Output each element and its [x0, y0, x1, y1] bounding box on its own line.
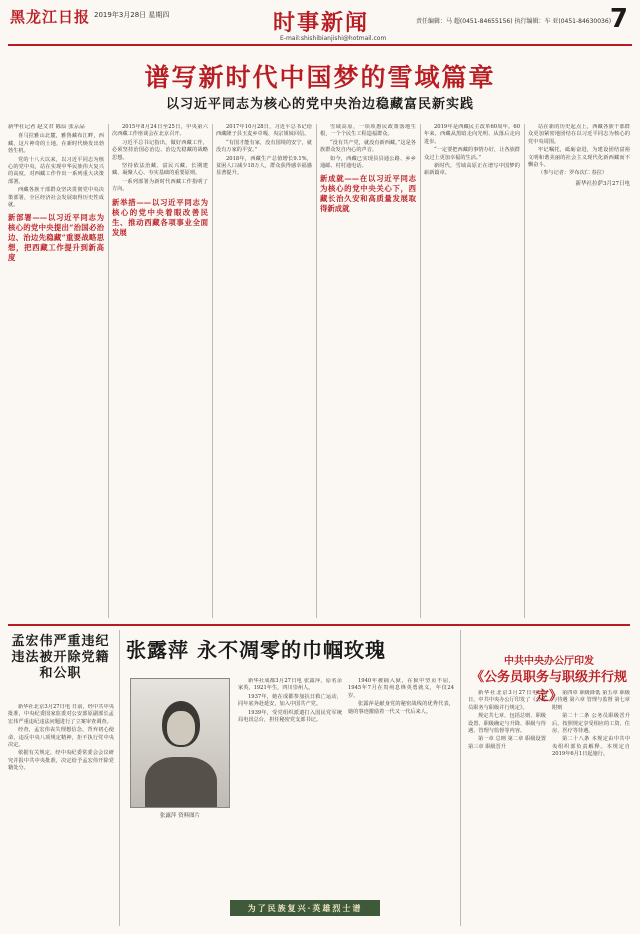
article-paragraph: 雪域高原，一项项惠民政策落地生根，一个个民生工程造福群众。: [320, 124, 416, 138]
issue-date: 2019年3月28日 星期四: [94, 11, 170, 19]
right-story-kicker: 中共中央办公厅印发: [504, 656, 594, 667]
feature-paragraph: 1939年，受党组织派遣打入国民党军统局电讯总台，担任秘密党支部书记。: [238, 709, 342, 724]
right-story-paragraph: 第一章 总则 第二章 职级设置 第三章 职级晋升: [468, 736, 546, 750]
article-paragraph: 牢记嘱托，砥砺奋进，为建设团结富裕文明和谐美丽的社会主义现代化新西藏而不懈奋斗。: [528, 147, 630, 169]
column-divider: [460, 630, 461, 926]
portrait-photo: [130, 678, 230, 808]
article-subhead-2: 新举措——以习近平同志为核心的党中央着眼改善民生、推动西藏各项事业全面发展: [112, 197, 208, 237]
right-story-paragraph: 规定共七章，包括总则、职级设置、职级确定与升降、职级与待遇、管理与监督等内容。: [468, 713, 546, 735]
feature-column-1: [238, 678, 342, 894]
article-paragraph: 新时代，雪域高原正在谱写中国梦的崭新篇章。: [424, 163, 520, 177]
feature-paragraph: 新华社成都3月27日电 张露萍，原名余家英，1921年生，四川崇州人。: [238, 678, 342, 692]
right-story-column-1: [468, 690, 546, 926]
article-dateline: 新华社拉萨3月27日电: [575, 180, 630, 187]
article-paragraph: 2018年，西藏生产总值增长9.1%，贫困人口减少18万人，群众获得感幸福感显著提升。: [216, 155, 312, 177]
article-paragraph: 2017年10月28日，习近平总书记给西藏隆子县玉麦乡卓嘎、央宗姐妹回信。: [216, 124, 312, 138]
article-paragraph: 习近平总书记指出，做好西藏工作，必须坚持治国必治边、治边先稳藏的战略思想。: [112, 139, 208, 161]
column-divider: [212, 124, 213, 618]
portrait-face: [167, 711, 195, 745]
right-story-column-2: [552, 690, 630, 926]
left-story-body: [8, 704, 114, 926]
article-subhead-1: 新部署——以习近平同志为核心的党中央提出“治国必治边、治边先稳藏”重要战略思想，把西藏工作提升到新高度: [8, 213, 104, 263]
article-byline: 新华社记者 赵文君 陈辰 张京品: [8, 124, 85, 130]
article-column-4: [320, 124, 416, 618]
feature-paragraph: 张露萍是献身党的秘密战线的优秀代表，她的事迹激励着一代又一代后来人。: [348, 701, 454, 715]
article-paragraph: 党的十八大以来，以习近平同志为核心的党中央，站在实现中华民族伟大复兴的高度，对西藏工作作出一系列重大决策部署。: [8, 156, 104, 185]
masthead: [8, 4, 632, 46]
article-paragraph: “有国才能有家，没有国境的安宁，就没有万家的平安。”: [216, 139, 312, 154]
main-headline[interactable]: 谱写新时代中国梦的雪域篇章: [144, 63, 496, 92]
article-paragraph: 2015年8月24日至25日，中央第六次西藏工作座谈会在北京召开。: [112, 124, 208, 138]
column-divider: [108, 124, 109, 618]
right-story-paragraph: 第四章 职级降低 第五章 职级与待遇 第六章 管理与监督 第七章 附则: [552, 690, 630, 711]
article-paragraph: 喜马拉雅山北麓，雅鲁藏布江畔，西藏，这片神奇的土地，在新时代焕发出勃勃生机。: [8, 133, 104, 155]
right-story-headline[interactable]: 《公务员职务与职级并行规定》: [470, 670, 627, 704]
portrait-body: [145, 757, 217, 808]
article-paragraph: 2019年是西藏民主改革60周年。60年来，西藏从黑暗走向光明、从落后走向进步。: [424, 124, 520, 145]
left-story-paragraph: 经查，孟宏伟丧失理想信念，背弃初心使命，违反中央八项规定精神，拒不执行党中央决定。: [8, 727, 114, 749]
feature-paragraph: 1937年，她在成都参加抗日救亡运动，同年底奔赴延安，加入中国共产党。: [238, 693, 342, 708]
column-divider: [524, 124, 525, 618]
newspaper-logo: 黑龙江日报: [10, 8, 91, 26]
left-story-paragraph: 新华社北京3月27日电 日前，经中共中央批准，中央纪委国家监委对公安部原副部长孟宏伟严重违纪违法问题进行了立案审查调查。: [8, 704, 114, 725]
section-divider: [8, 624, 630, 626]
series-banner: 为了民族复兴·英雄烈士谱: [230, 900, 380, 916]
left-story-paragraph: 依据有关规定，经中央纪委常委会会议研究并报中共中央批准，决定给予孟宏伟开除党籍处分。: [8, 750, 114, 772]
article-paragraph: （参与记者：罗布次仁 春拉）: [538, 170, 608, 177]
article-column-3: [216, 124, 312, 618]
article-column-1: [8, 124, 104, 618]
section-email[interactable]: E-mail:shishibianjishi@hotmail.com: [280, 35, 387, 42]
feature-headline[interactable]: 张露萍 永不凋零的巾帼玫瑰: [126, 638, 386, 662]
article-column-6: [528, 124, 630, 618]
right-story-paragraph: 新华社北京3月27日电 近日，中共中央办公厅印发了《公务员职务与职级并行规定》。: [468, 690, 546, 711]
column-divider: [420, 124, 421, 618]
article-paragraph: 站在新的历史起点上，西藏各族干部群众更加紧密地团结在以习近平同志为核心的党中央周围。: [528, 124, 630, 145]
left-story-headline[interactable]: 孟宏伟严重违纪违法被开除党籍和公职: [11, 634, 110, 681]
feature-paragraph: 1940年被捕入狱，在狱中坚贞不屈，1945年7月在贵州息烽英勇就义，年仅24岁。: [348, 678, 454, 699]
section-title: 时事新闻: [273, 10, 370, 36]
right-story-paragraph: 第二十八条 本规定由中共中央组织部负责解释。本规定自2019年6月1日起施行。: [552, 736, 630, 758]
article-column-2: [112, 124, 208, 618]
editor-credits: 责任编辑：马 超(0451-84655156) 执行编辑：车 亚(0451-84630036): [416, 18, 612, 25]
page-number: 7: [609, 4, 628, 34]
photo-caption: 张露萍 资料图片: [159, 813, 201, 819]
article-paragraph: 西藏各族干部群众坚决贯彻党中央决策部署，全区经济社会发展取得历史性成就。: [8, 187, 104, 209]
right-story-paragraph: 第二十二条 公务员职级晋升后，按照规定享受相应的工资、住房、医疗等待遇。: [552, 713, 630, 735]
article-subhead-3: 新成就——在以习近平同志为核心的党中央关心下，西藏长治久安和高质量发展取得新成就: [320, 174, 416, 214]
article-paragraph: 如今，西藏已实现县县通公路、乡乡通邮、村村通电话。: [320, 155, 416, 170]
feature-column-2: [348, 678, 454, 894]
column-divider: [119, 630, 120, 926]
article-column-5: [424, 124, 520, 618]
sub-headline: 以习近平同志为核心的党中央治边稳藏富民新实践: [165, 97, 474, 112]
article-paragraph: “一定要把西藏的事情办好，让各族群众过上更加幸福的生活。”: [424, 147, 520, 161]
article-paragraph: 坚持依法治藏、富民兴藏、长期建藏、凝聚人心、夯实基础的重要原则。: [112, 163, 208, 177]
article-paragraph: “没有共产党，就没有新西藏。”这是各族群众发自内心的声音。: [320, 139, 416, 154]
column-divider: [316, 124, 317, 618]
article-paragraph: 一系列部署为新时代西藏工作指明了方向。: [112, 178, 208, 193]
